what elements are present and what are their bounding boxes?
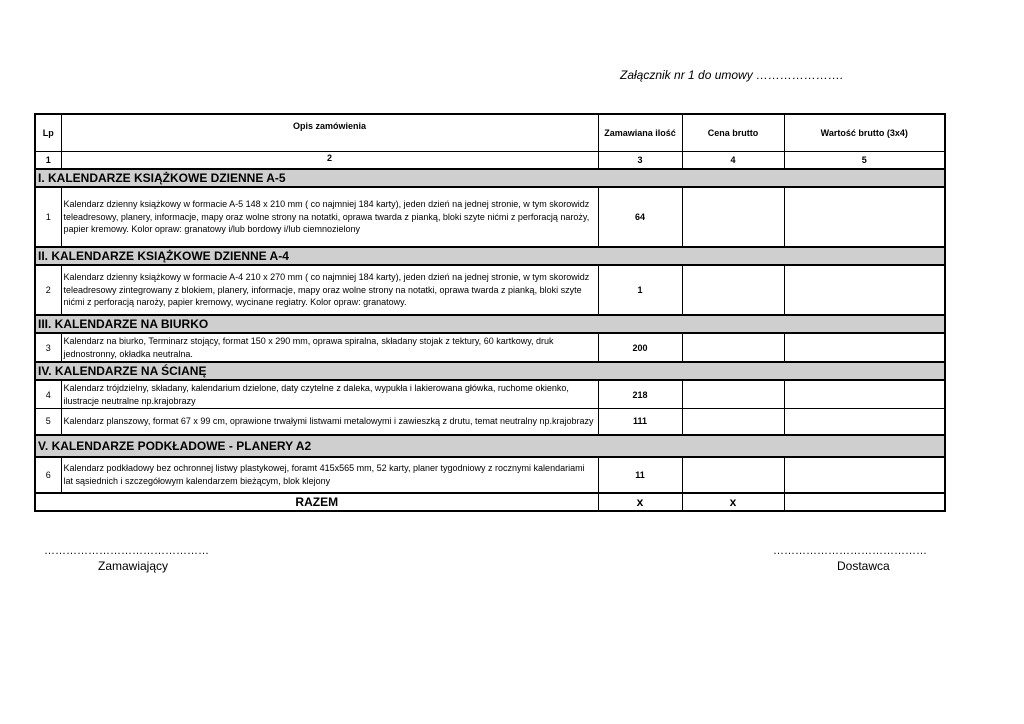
section-header [35,362,945,380]
column-header-quantity: Zamawiana ilość [598,114,682,152]
row-lp: 4 [35,380,61,409]
section-header [35,247,945,265]
row-price-cell [682,333,784,362]
column-number-row [35,152,945,170]
annex-title: Załącznik nr 1 do umowy …………………. [620,68,844,82]
column-number: 1 [35,152,61,170]
table-row [35,265,945,315]
row-lp: 2 [35,265,61,315]
row-value-cell [784,265,945,315]
total-label: RAZEM [35,493,598,511]
row-quantity: 218 [598,380,682,409]
row-description: Kalendarz na biurko, Terminarz stojący, format 150 x 290 mm, oprawa spiralna, składany stojak z tektury, 60 kartkowy, druk jednostronny, okładka neutralna. [61,333,598,362]
row-value-cell [784,409,945,435]
row-value-cell [784,380,945,409]
total-quantity-mark: x [598,493,682,511]
column-header-value: Wartość brutto (3x4) [784,114,945,152]
row-value-cell [784,333,945,362]
total-row [35,493,945,511]
row-lp: 3 [35,333,61,362]
column-header-row [35,114,945,152]
table-row [35,187,945,247]
section-header [35,315,945,333]
row-price-cell [682,265,784,315]
column-number: 5 [784,152,945,170]
column-number: 2 [61,152,598,170]
row-price-cell [682,409,784,435]
table-row [35,457,945,493]
row-description: Kalendarz dzienny książkowy w formacie A-4 210 x 270 mm ( co najmniej 184 karty), jeden dzień na jednej stronie, w tym skorowidz teleadresowy zintegrowany z blokiem, planery, informacje, mapy oraz wolne strony na notatki, oprawa twarda z pianką, bloki szyte nićmi z perforacją naroży, papier kremowy, wycinane regiatry. Kolor opraw: granatowy. [61,265,598,315]
signature-line-left: ……………………………………… [44,545,209,557]
signature-label-left: Zamawiający [98,559,169,573]
row-quantity: 1 [598,265,682,315]
row-price-cell [682,457,784,493]
row-price-cell [682,380,784,409]
column-header-lp: Lp [35,114,61,152]
section-header [35,435,945,457]
table-row [35,333,945,362]
row-description: Kalendarz planszowy, format 67 x 99 cm, oprawione trwałymi listwami metalowymi i zawieszką z drutu, temat neutralny np.krajobrazy [61,409,598,435]
column-number: 3 [598,152,682,170]
total-price-mark: x [682,493,784,511]
row-quantity: 111 [598,409,682,435]
section-title: III. KALENDARZE NA BIURKO [35,315,945,333]
row-lp: 5 [35,409,61,435]
section-title: V. KALENDARZE PODKŁADOWE - PLANERY A2 [35,435,945,457]
row-value-cell [784,457,945,493]
row-quantity: 200 [598,333,682,362]
section-title: I. KALENDARZE KSIĄŻKOWE DZIENNE A-5 [35,169,945,187]
column-header-description: Opis zamówienia [61,114,598,152]
signature-line-right: …………………………………… [773,545,927,557]
table-row [35,380,945,409]
row-lp: 1 [35,187,61,247]
section-header [35,169,945,187]
section-title: II. KALENDARZE KSIĄŻKOWE DZIENNE A-4 [35,247,945,265]
section-title: IV. KALENDARZE NA ŚCIANĘ [35,362,945,380]
row-description: Kalendarz dzienny książkowy w formacie A-5 148 x 210 mm ( co najmniej 184 karty), jeden dzień na jednej stronie, w tym skorowidz teleadresowy, planery, informacje, mapy oraz wolne strony na notatki, oprawa twarda z pianką, bloki szyte nićmi z perforacją naroży, papier kremowy. Kolor opraw: granatowy i/lub bordowy i/lub ciemnozielony [61,187,598,247]
row-quantity: 11 [598,457,682,493]
table-row [35,409,945,435]
row-quantity: 64 [598,187,682,247]
column-header-price: Cena brutto [682,114,784,152]
row-price-cell [682,187,784,247]
row-description: Kalendarz podkładowy bez ochronnej listwy plastykowej, foramt 415x565 mm, 52 karty, planer tygodniowy z rocznymi kalendariami lat sąsiednich i szczegółowym kalendarzem bieżącym, blok klejony [61,457,598,493]
signature-label-right: Dostawca [837,559,890,573]
row-description: Kalendarz trójdzielny, składany, kalendarium dzielone, daty czytelne z daleka, wypukła i lakierowana główka, ruchome okienko, ilustracje neutralne np.krajobrazy [61,380,598,409]
column-number: 4 [682,152,784,170]
order-table [34,113,946,512]
total-value-cell [784,493,945,511]
row-lp: 6 [35,457,61,493]
row-value-cell [784,187,945,247]
